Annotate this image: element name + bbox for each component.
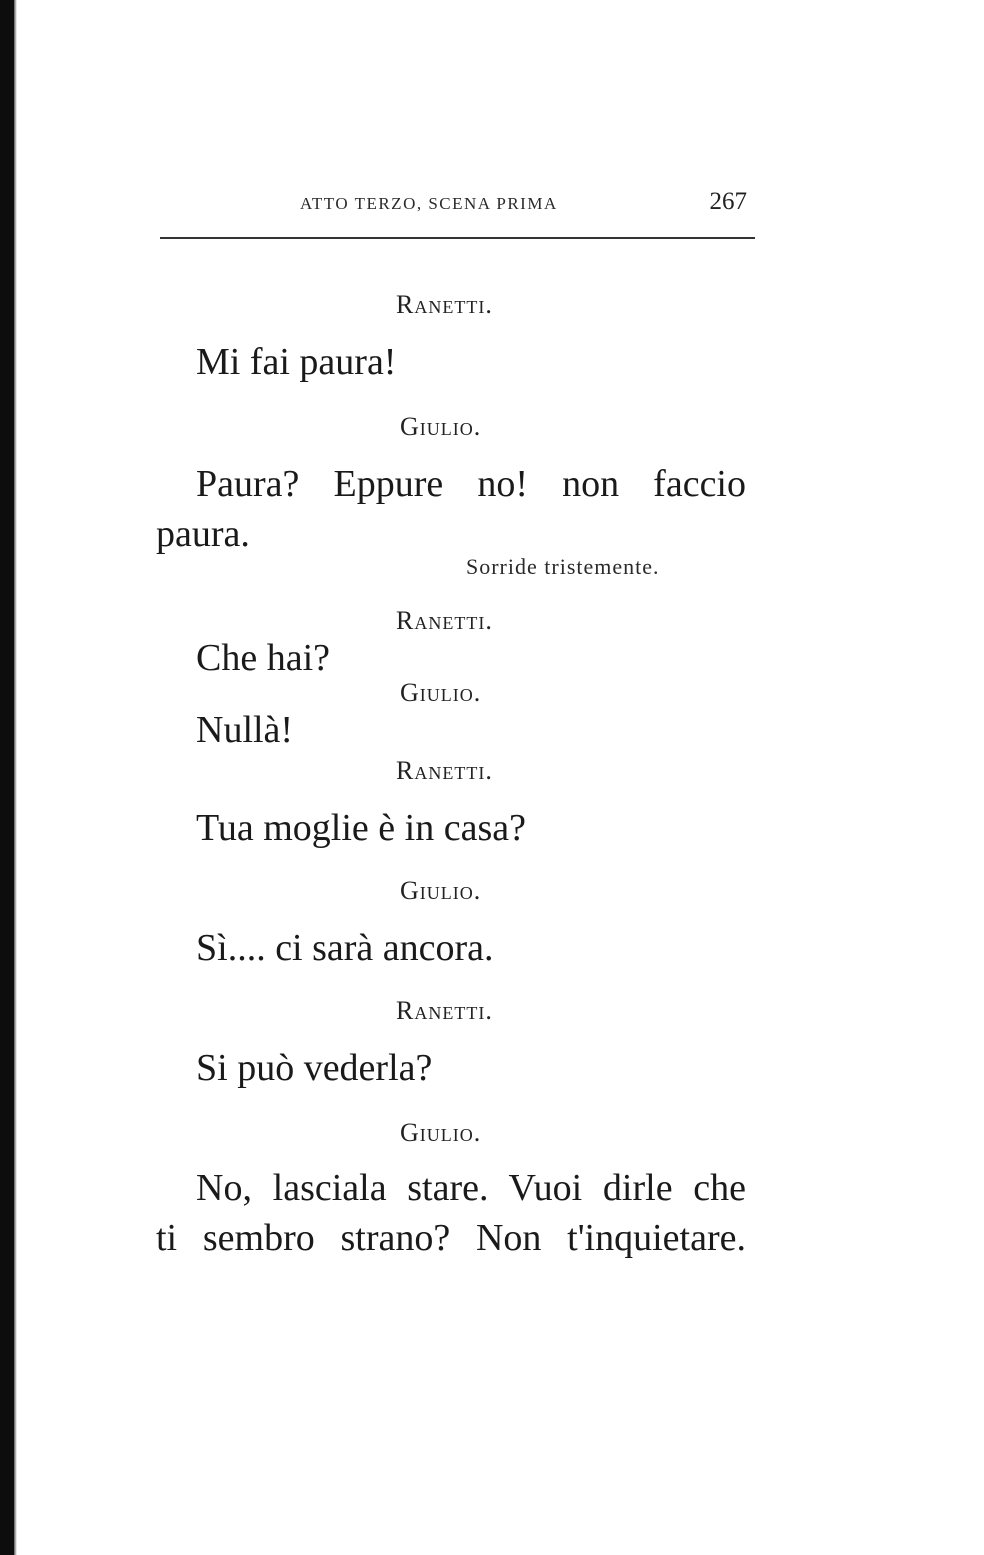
stage-direction: Sorride tristemente. bbox=[466, 554, 660, 579]
speaker-name: Ranetti. bbox=[396, 996, 493, 1025]
speaker-name: Giulio. bbox=[400, 678, 482, 707]
page-number: 267 bbox=[709, 188, 747, 215]
speaker-name: Ranetti. bbox=[396, 606, 493, 635]
speaker-name: Giulio. bbox=[400, 876, 482, 905]
dialogue-line: Tua moglie è in casa? bbox=[196, 807, 526, 849]
dialogue-line: Si può vederla? bbox=[196, 1047, 433, 1089]
page-binding-edge bbox=[0, 0, 14, 1555]
dialogue-line: ti sembro strano? Non t'inquietare. bbox=[156, 1217, 746, 1259]
speaker-name: Giulio. bbox=[400, 412, 482, 441]
running-title: ATTO TERZO, SCENA PRIMA bbox=[300, 194, 558, 213]
dialogue-line: Nullà! bbox=[196, 709, 294, 751]
speaker-name: Ranetti. bbox=[396, 756, 493, 785]
dialogue-line: Che hai? bbox=[196, 637, 331, 679]
speaker-name: Ranetti. bbox=[396, 290, 493, 319]
dialogue-line: Sì.... ci sarà ancora. bbox=[196, 927, 494, 969]
running-header bbox=[160, 190, 755, 226]
dialogue-line: paura. bbox=[156, 513, 250, 555]
header-rule bbox=[160, 237, 755, 239]
page-binding-shadow bbox=[14, 0, 17, 1555]
dialogue-line: Paura? Eppure no! non faccio bbox=[196, 463, 746, 505]
dialogue-line: Mi fai paura! bbox=[196, 341, 397, 383]
speaker-name: Giulio. bbox=[400, 1118, 482, 1147]
dialogue-line: No, lasciala stare. Vuoi dirle che bbox=[196, 1167, 746, 1209]
